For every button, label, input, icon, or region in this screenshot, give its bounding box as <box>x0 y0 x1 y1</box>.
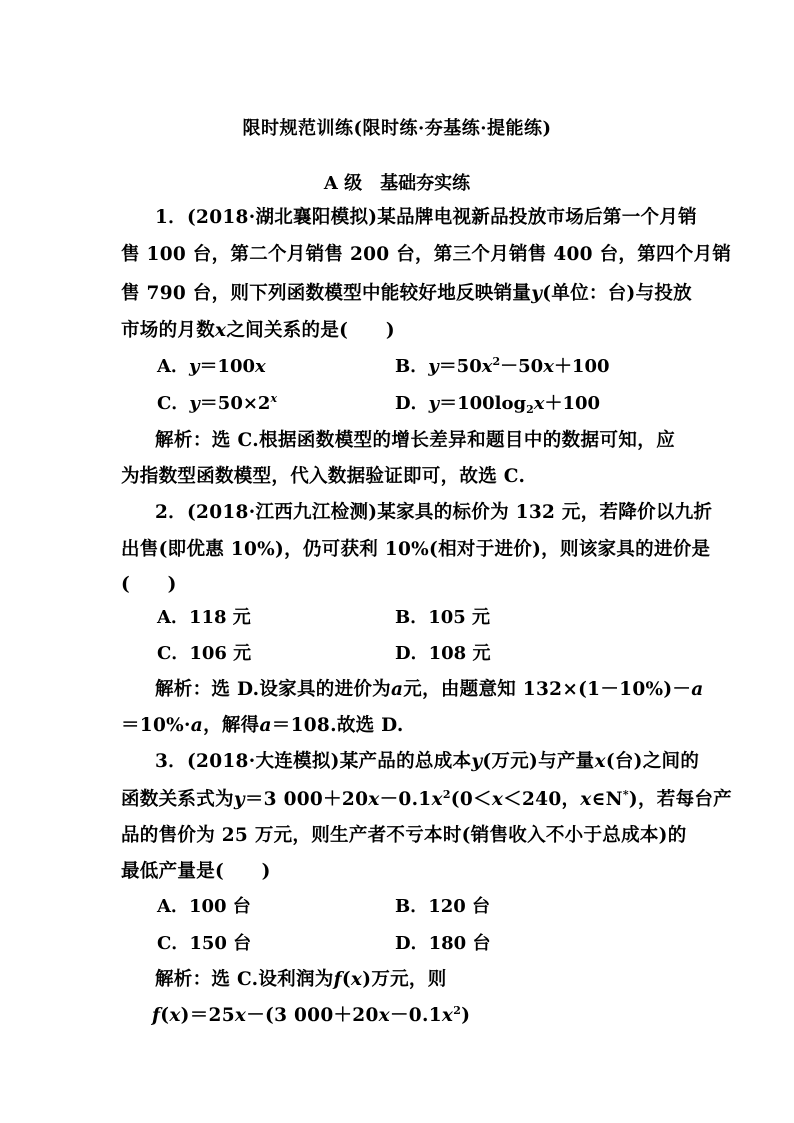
text: 函数关系式为 <box>121 789 234 810</box>
var: y <box>428 356 439 377</box>
q1-option-d <box>395 389 600 415</box>
var: x <box>543 356 554 377</box>
text: －(3 000＋20 <box>246 1005 379 1026</box>
var: x <box>234 1005 247 1026</box>
text: ) <box>461 1005 471 1026</box>
text: ＝100 <box>199 356 256 377</box>
q1-answer-line-1: 解析：选 C.根据函数模型的增长差异和题目中的数据可知，应 <box>155 430 675 451</box>
text: －0.1 <box>390 1005 442 1026</box>
text: 元，由题意知 132×(1－10%)－ <box>403 679 692 700</box>
text: (台)之间的 <box>605 751 700 772</box>
q2-option-c: C．106 元 <box>157 643 252 664</box>
var: y <box>189 393 200 414</box>
q3-line-3: 品的售价为 25 万元，则生产者不亏本时(销售收入不小于总成本)的 <box>121 825 687 846</box>
q1-option-c <box>157 389 277 415</box>
q1-line-2: 售 100 台，第二个月销售 200 台，第三个月销售 400 台，第四个月销 <box>121 244 732 265</box>
text: －50 <box>500 356 544 377</box>
text: 解析：选 D.设家具的进价为 <box>155 679 391 700</box>
q3-line-4: 最低产量是( ) <box>121 861 271 882</box>
q2-line-1: 2．(2018·江西九江检测)某家具的标价为 132 元，若降价以九折 <box>155 502 713 523</box>
subscript: 2 <box>526 403 534 416</box>
q1-line-4 <box>121 316 676 342</box>
text: ，解得 <box>203 715 260 736</box>
var: x <box>533 393 545 414</box>
text: )，若每台产 <box>628 789 732 810</box>
label: A． <box>157 356 189 377</box>
text: ＝108.故选 D. <box>271 715 404 736</box>
text: ∈N <box>591 789 623 810</box>
var: x <box>580 789 592 810</box>
q3-line-2 <box>121 785 732 811</box>
q2-option-b: B．105 元 <box>395 607 491 628</box>
q3-equation <box>152 1001 707 1027</box>
label: C． <box>157 393 190 414</box>
text: 售 790 台，则下列函数模型中能较好地反映销量 <box>121 283 532 304</box>
exponent: x <box>270 392 278 405</box>
var: x <box>255 356 266 377</box>
q2-option-d: D．108 元 <box>395 643 491 664</box>
var: f <box>333 969 342 990</box>
section-heading: A 级 基础夯实练 <box>323 173 471 194</box>
q3-line-1 <box>155 747 700 773</box>
q3-option-a: A．100 台 <box>157 896 251 917</box>
exponent: 2 <box>442 788 451 801</box>
var: x <box>441 1005 454 1026</box>
var: x <box>431 789 443 810</box>
q2-line-3: ( ) <box>121 574 177 595</box>
text: 之间关系的是( ) <box>226 320 395 341</box>
var: f <box>152 1005 161 1026</box>
var: x <box>481 356 493 377</box>
var: x <box>594 751 606 772</box>
text: 市场的月数 <box>121 320 216 341</box>
exponent: 2 <box>492 355 501 368</box>
var: x <box>169 1005 181 1026</box>
label: D． <box>395 393 429 414</box>
text: ＝100log <box>439 393 527 414</box>
text: ＜240， <box>503 789 581 810</box>
text: ＝3 000＋20 <box>244 789 369 810</box>
text: ＝50×2 <box>199 393 271 414</box>
label: B． <box>395 356 429 377</box>
var: y <box>471 751 483 772</box>
var: y <box>428 393 440 414</box>
q2-answer-line-2 <box>121 711 676 737</box>
text: ( <box>341 969 351 990</box>
exponent: 2 <box>453 1004 462 1017</box>
q1-option-a <box>157 352 266 378</box>
text: (单位：台)与投放 <box>542 283 692 304</box>
text: )＝25 <box>180 1005 235 1026</box>
text: ＝50 <box>438 356 482 377</box>
q3-option-d: D．180 台 <box>395 933 491 954</box>
var: x <box>378 1005 390 1026</box>
text: ＝10%· <box>121 715 191 736</box>
q1-line-3 <box>121 279 692 305</box>
q2-option-a: A．118 元 <box>157 607 251 628</box>
var: x <box>215 320 227 341</box>
var: y <box>531 283 543 304</box>
exponent: * <box>622 788 629 801</box>
page-title: 限时规范训练(限时练·夯基练·提能练) <box>242 118 552 139</box>
text: 解析：选 C.设利润为 <box>155 969 334 990</box>
text: )万元，则 <box>362 969 447 990</box>
text: ( <box>160 1005 170 1026</box>
q3-answer-line-1 <box>155 965 675 991</box>
q1-line-1: 1．(2018·湖北襄阳模拟)某品牌电视新品投放市场后第一个月销 <box>155 207 697 228</box>
text: ＋100 <box>553 356 610 377</box>
q2-answer-line-1 <box>155 675 704 701</box>
text: (0＜ <box>450 789 492 810</box>
var: y <box>233 789 245 810</box>
var: a <box>190 715 204 736</box>
q3-option-c: C．150 台 <box>157 933 252 954</box>
var: a <box>259 715 272 736</box>
text: ＋100 <box>544 393 601 414</box>
var: x <box>491 789 504 810</box>
var: a <box>390 679 404 700</box>
q1-option-b <box>395 352 610 378</box>
var: x <box>368 789 380 810</box>
var: y <box>188 356 200 377</box>
text: －0.1 <box>379 789 432 810</box>
text: (万元)与产量 <box>482 751 595 772</box>
var: x <box>350 969 363 990</box>
q2-line-2: 出售(即优惠 10%)，仍可获利 10%(相对于进价)，则该家具的进价是 <box>121 539 711 560</box>
q3-option-b: B．120 台 <box>395 896 491 917</box>
q1-answer-line-2: 为指数型函数模型，代入数据验证即可，故选 C. <box>121 466 526 487</box>
var: a <box>691 679 704 700</box>
text: 3．(2018·大连模拟)某产品的总成本 <box>155 751 472 772</box>
